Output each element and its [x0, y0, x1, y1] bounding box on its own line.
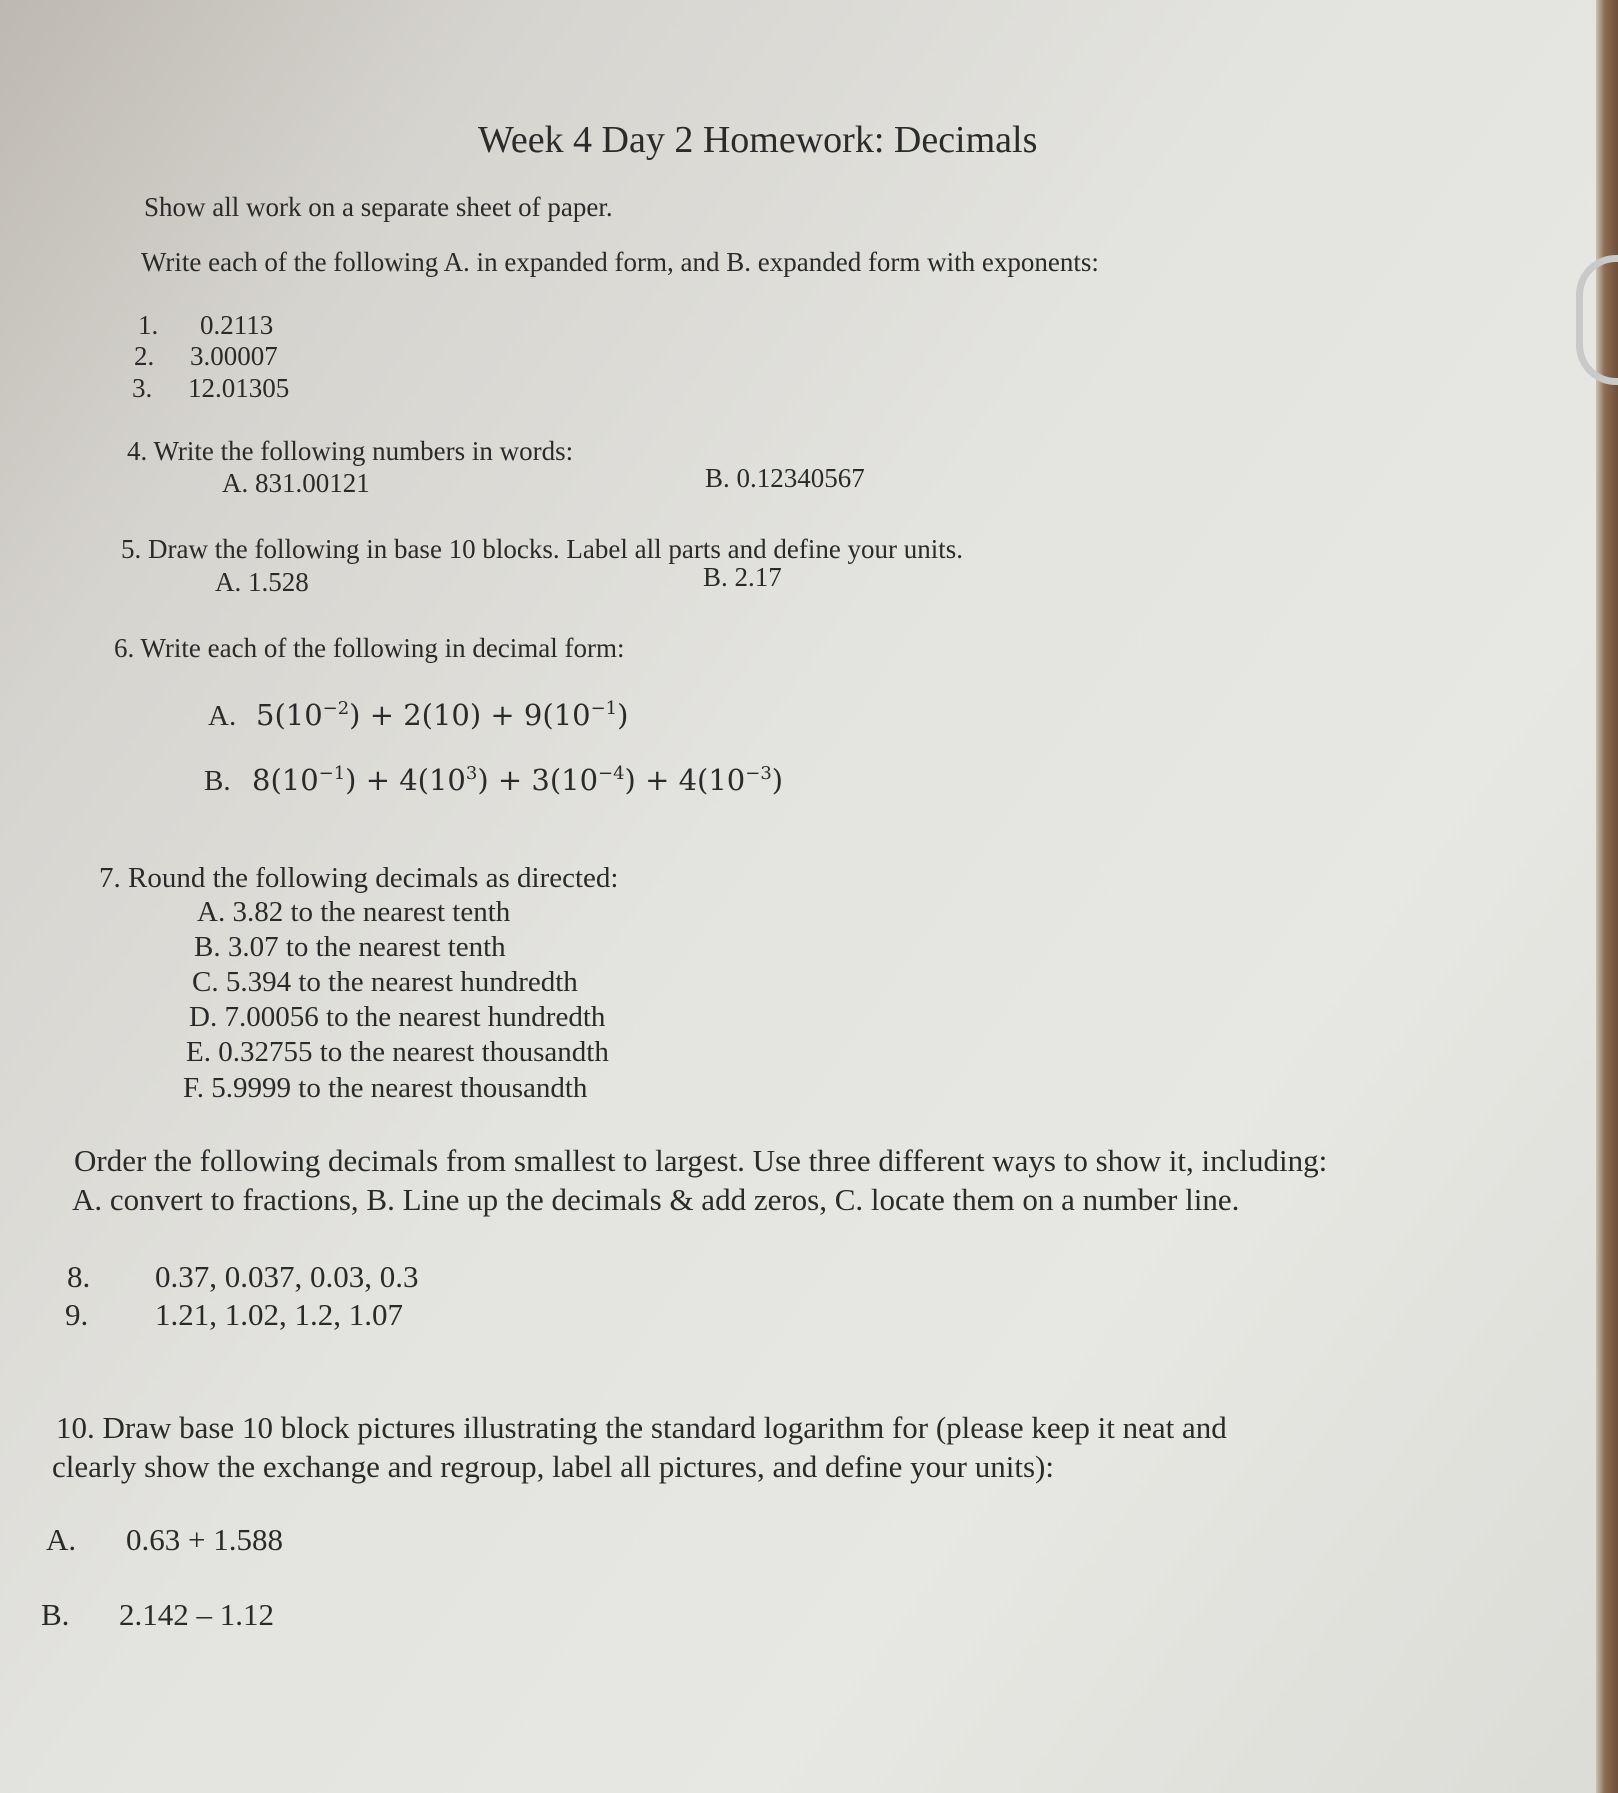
list-item: F. 5.9999 to the nearest thousandth	[183, 1072, 588, 1104]
list-item: A. 3.82 to the nearest tenth	[197, 896, 511, 928]
question-10-line-2: clearly show the exchange and regroup, label all pictures, and define your units):	[52, 1449, 1054, 1484]
list-item	[65, 1297, 403, 1333]
question-6-b	[204, 763, 783, 798]
instructions-expanded-form: Write each of the following A. in expanded form, and B. expanded form with exponents:	[141, 247, 1099, 277]
order-instructions-line-1: Order the following decimals from smallest to largest. Use three different ways to show it, including:	[74, 1143, 1328, 1178]
list-item	[67, 1259, 419, 1295]
item-number: 9.	[65, 1297, 89, 1332]
list-item: C. 5.394 to the nearest hundredth	[192, 966, 578, 998]
question-5-b: B. 2.17	[703, 562, 782, 592]
item-value: 0.37, 0.037, 0.03, 0.3	[155, 1259, 419, 1294]
question-10-a	[46, 1522, 283, 1558]
item-number: 1.	[138, 310, 159, 340]
item-label: A.	[208, 700, 237, 732]
expression-b: $8(10^{-1}) + 4(10^3) + 3(10^{-4}) + 4(10^{-3})$	[252, 763, 784, 797]
question-4-a: A. 831.00121	[222, 468, 370, 498]
question-7-prompt: 7. Round the following decimals as directed:	[99, 862, 619, 894]
question-4-prompt: 4. Write the following numbers in words:	[127, 436, 574, 466]
item-label: B.	[204, 765, 231, 797]
question-5-prompt: 5. Draw the following in base 10 blocks. Label all parts and define your units.	[121, 534, 964, 564]
question-10-b	[41, 1597, 274, 1633]
question-6-prompt: 6. Write each of the following in decimal form:	[114, 633, 625, 663]
question-10-line-1: 10. Draw base 10 block pictures illustrating the standard logarithm for (please keep it neat and	[56, 1410, 1227, 1445]
order-instructions-line-2: A. convert to fractions, B. Line up the decimals & add zeros, C. locate them on a number line.	[72, 1182, 1240, 1217]
list-item	[138, 310, 273, 341]
binder-ring	[1576, 255, 1618, 385]
list-item: D. 7.00056 to the nearest hundredth	[189, 1001, 606, 1033]
question-6-a	[208, 698, 628, 733]
item-value: 0.2113	[200, 310, 274, 340]
expression-a: $5(10^{-2}) + 2(10) + 9(10^{-1})$	[256, 698, 629, 732]
item-value: 1.21, 1.02, 1.2, 1.07	[155, 1297, 403, 1332]
question-4-b: B. 0.12340567	[705, 463, 865, 493]
intro-text: Show all work on a separate sheet of paper.	[144, 192, 613, 222]
item-value: 3.00007	[190, 341, 278, 371]
expression-b: 2.142 – 1.12	[119, 1597, 274, 1632]
item-number: 3.	[132, 373, 153, 403]
question-5-a: A. 1.528	[215, 567, 309, 597]
item-number: 8.	[67, 1259, 91, 1294]
list-item: B. 3.07 to the nearest tenth	[194, 931, 506, 963]
item-number: 2.	[134, 341, 155, 371]
expression-a: 0.63 + 1.588	[126, 1522, 283, 1557]
list-item	[132, 373, 289, 404]
item-label: B.	[41, 1597, 70, 1632]
item-value: 12.01305	[188, 373, 290, 403]
list-item	[134, 341, 278, 372]
page-title: Week 4 Day 2 Homework: Decimals	[478, 119, 1038, 161]
item-label: A.	[46, 1522, 77, 1557]
list-item: E. 0.32755 to the nearest thousandth	[186, 1036, 609, 1068]
